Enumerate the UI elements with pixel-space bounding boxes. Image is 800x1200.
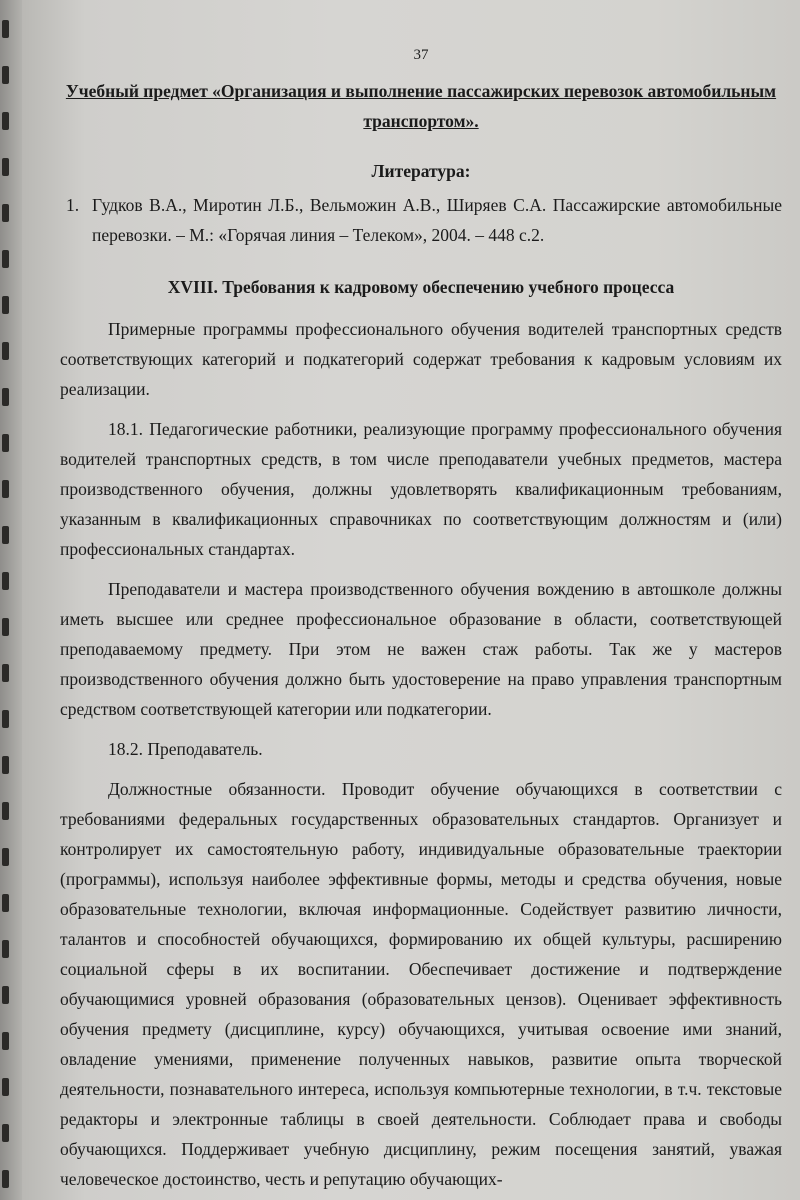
page-number: 37 bbox=[413, 47, 429, 63]
binding-ring bbox=[2, 940, 9, 958]
literature-heading: Литература: bbox=[371, 161, 471, 181]
binding-ring bbox=[2, 664, 9, 682]
subject-title: Учебный предмет «Организация и выполнение пассажирских перевозок автомобильным транспортом». bbox=[65, 81, 777, 131]
binding-ring bbox=[2, 802, 9, 820]
binding-ring bbox=[2, 894, 9, 912]
binding-ring bbox=[2, 66, 9, 84]
binding-ring bbox=[2, 848, 9, 866]
spiral-binding bbox=[0, 0, 22, 1200]
binding-ring bbox=[2, 986, 9, 1004]
binding-ring bbox=[2, 296, 9, 314]
binding-ring bbox=[2, 342, 9, 360]
binding-ring bbox=[2, 480, 9, 498]
binding-ring bbox=[2, 158, 9, 176]
binding-ring bbox=[2, 434, 9, 452]
binding-ring bbox=[2, 1170, 9, 1188]
binding-ring bbox=[2, 1032, 9, 1050]
document-page bbox=[22, 0, 800, 1200]
binding-ring bbox=[2, 572, 9, 590]
paragraph: 18.2. Преподаватель. bbox=[108, 739, 263, 759]
section-heading: XVIII. Требования к кадровому обеспечению учебного процесса bbox=[167, 277, 675, 297]
page-content bbox=[60, 40, 782, 1194]
binding-ring bbox=[2, 756, 9, 774]
literature-item-text: Гудков В.А., Миротин Л.Б., Вельможин А.В., Ширяев С.А. Пассажирские автомобильные перевозки. – М.: «Горячая линия – Телеком», 2004. – 448 с.2. bbox=[92, 195, 782, 245]
binding-ring bbox=[2, 618, 9, 636]
binding-ring bbox=[2, 1124, 9, 1142]
binding-ring bbox=[2, 710, 9, 728]
literature-item bbox=[60, 190, 782, 250]
binding-ring bbox=[2, 388, 9, 406]
literature-item-number: 1. bbox=[66, 195, 80, 215]
binding-ring bbox=[2, 204, 9, 222]
paragraph: Должностные обязанности. Проводит обучение обучающихся в соответствии с требованиями федеральных государственных образовательных стандартов. Организует и контролирует их самостоятельную работу, индивидуальные образовательные траектории (программы), используя наиболее эффективные формы, методы и средства обучения, новые образовательные технологии, включая информационные. Содействует развитию личности, талантов и способностей обучающихся, формированию их общей культуры, расширению социальной сферы в их воспитании. Обеспечивает достижение и подтверждение обучающимися уровней образования (образовательных цензов). Оценивает эффективность обучения предмету (дисциплине, курсу) обучающихся, учитывая освоение ими знаний, овладение умениями, применение полученных навыков, развитие опыта творческой деятельности, познавательного интереса, используя компьютерные технологии, в т.ч. текстовые редакторы и электронные таблицы в своей деятельности. Соблюдает права и свободы обучающихся. Поддерживает учебную дисциплину, режим посещения занятий, уважая человеческое достоинство, честь и репутацию обучающих- bbox=[60, 779, 782, 1189]
paragraph: Примерные программы профессионального обучения водителей транспортных средств соответствующих категорий и подкатегорий содержат требования к кадровым условиям их реализации. bbox=[60, 319, 782, 399]
binding-ring bbox=[2, 1078, 9, 1096]
binding-ring bbox=[2, 112, 9, 130]
paragraph: 18.1. Педагогические работники, реализующие программу профессионального обучения водителей транспортных средств, в том числе преподаватели учебных предметов, мастера производственного обучения, должны удовлетворять квалификационным требованиям, указанным в квалификационных справочниках по соответствующим должностям и (или) профессиональных стандартах. bbox=[60, 419, 782, 559]
paragraph: Преподаватели и мастера производственного обучения вождению в автошколе должны иметь высшее или среднее профессиональное образование в области, соответствующей преподаваемому предмету. При этом не важен стаж работы. Так же у мастеров производственного обучения должно быть удостоверение на право управления транспортным средством соответствующей категории или подкатегории. bbox=[60, 579, 782, 719]
binding-ring bbox=[2, 250, 9, 268]
binding-ring bbox=[2, 20, 9, 38]
binding-ring bbox=[2, 526, 9, 544]
